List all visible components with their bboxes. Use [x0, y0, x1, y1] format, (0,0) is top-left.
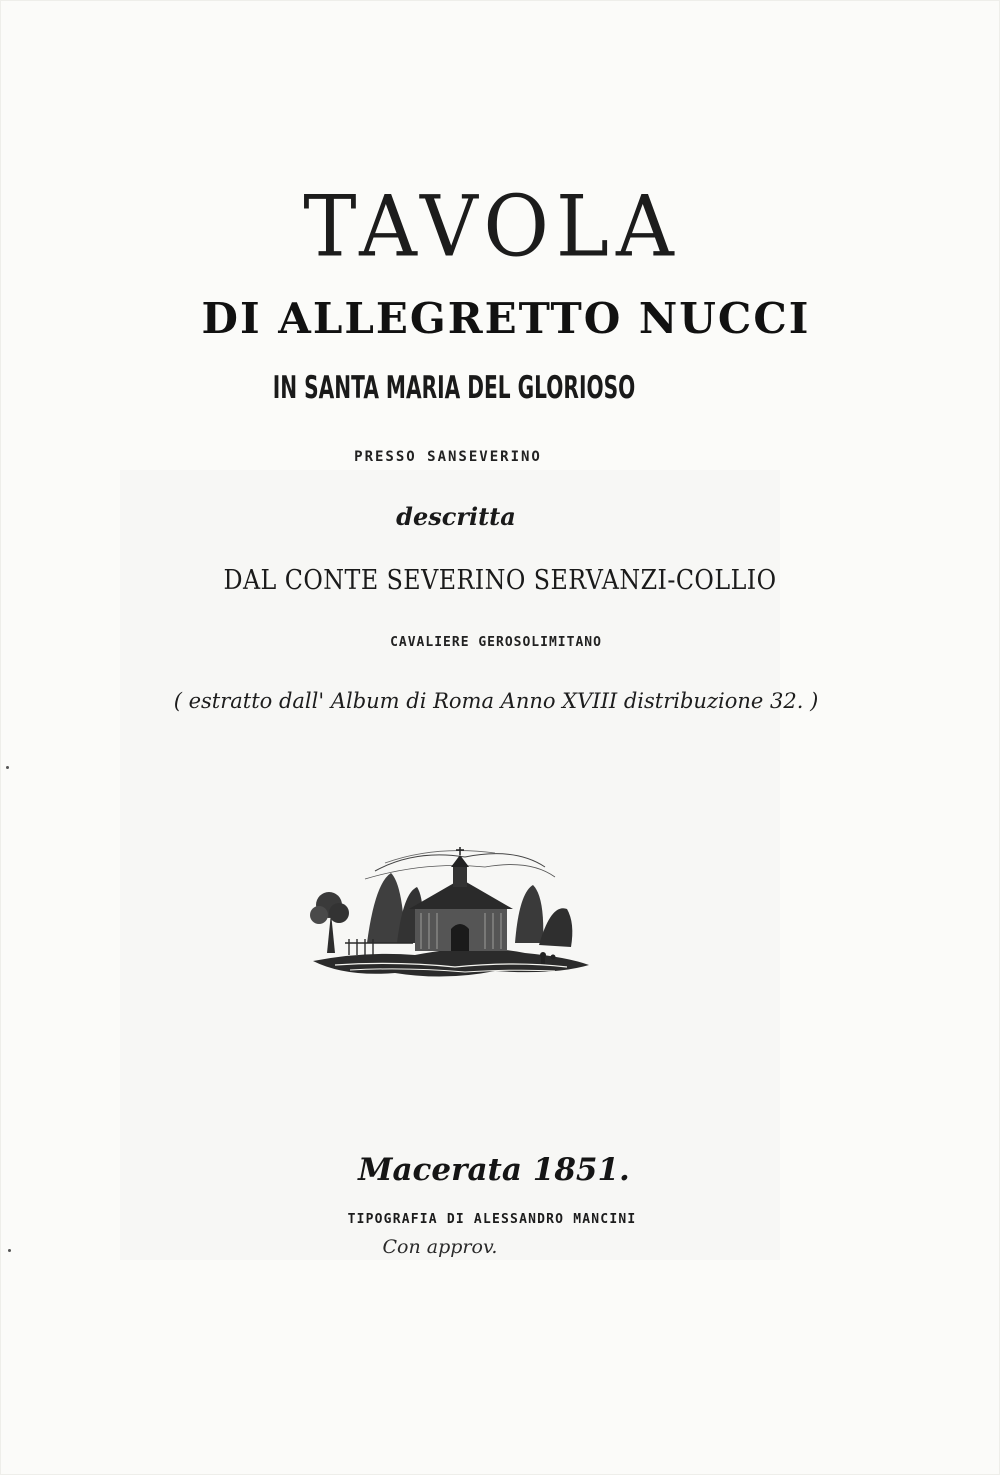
location-line: IN SANTA MARIA DEL GLORIOSO	[272, 370, 636, 406]
imprint-printer: TIPOGRAFIA DI ALESSANDRO MANCINI	[347, 1212, 637, 1227]
author-title-line: CAVALIERE GEROSOLIMITANO	[390, 635, 602, 650]
described-line: descritta	[396, 502, 516, 531]
extract-note: ( estratto dall' Album di Roma Anno XVIII distribuzione 32. )	[173, 689, 819, 713]
margin-speck	[6, 766, 9, 769]
margin-speck	[8, 1249, 11, 1252]
page-subtitle: DI ALLEGRETTO NUCCI	[201, 294, 811, 343]
church-landscape-engraving-icon	[305, 843, 595, 988]
near-line: PRESSO SANSEVERINO	[354, 449, 542, 465]
author-line: DAL CONTE SEVERINO SERVANZI-COLLIO	[223, 565, 777, 596]
imprint-approval: Con approv.	[382, 1236, 498, 1258]
imprint-city-year: Macerata 1851.	[358, 1152, 630, 1188]
page-title: TAVOLA	[303, 178, 681, 276]
